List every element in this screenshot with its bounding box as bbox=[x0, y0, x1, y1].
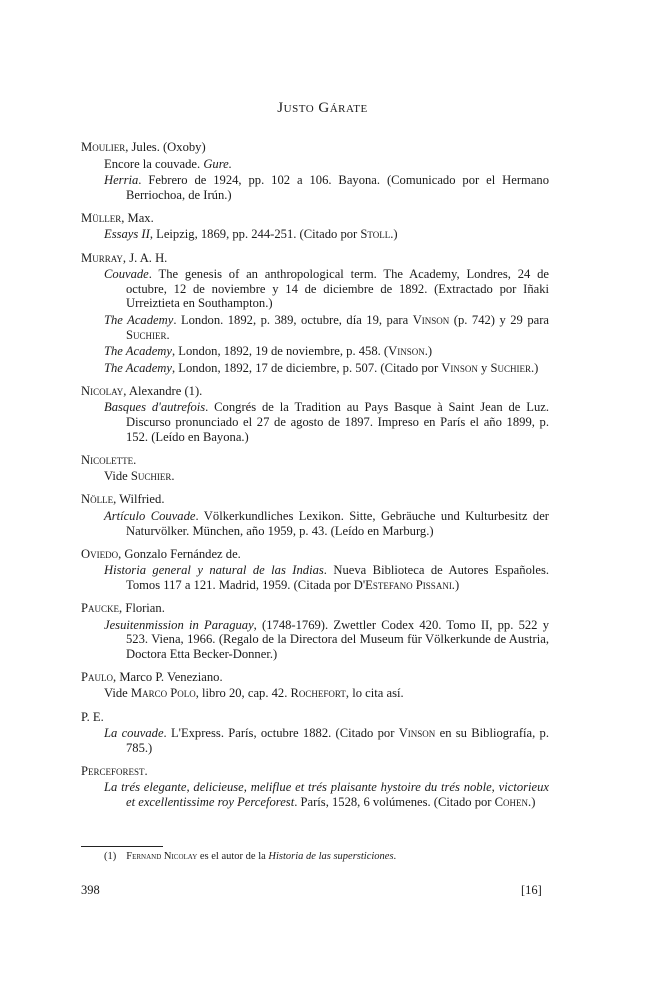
reference-line bbox=[104, 361, 549, 376]
bibliography-entry bbox=[81, 211, 549, 242]
reference-title: The Academy bbox=[104, 344, 172, 359]
bibliography-entry bbox=[81, 764, 549, 810]
author-surname: Moulier bbox=[81, 140, 126, 154]
author-given-name: P. E. bbox=[81, 709, 104, 724]
footnote-divider bbox=[81, 846, 163, 847]
reference-line bbox=[104, 267, 549, 311]
reference-title: Essays II bbox=[104, 227, 150, 242]
reference-text: ) bbox=[534, 360, 539, 375]
reference-title: La trés elegante, delicieuse, meliflue et trés plaisante hystoire du trés noble, victorieux et excellentissime roy Perceforest bbox=[104, 780, 549, 809]
reference-text: , lo cita así. bbox=[345, 686, 404, 701]
entry-author bbox=[81, 140, 549, 155]
footnote-number: (1) bbox=[104, 851, 117, 862]
entry-author bbox=[81, 492, 549, 507]
author-given-name: , Wilfried. bbox=[113, 492, 165, 507]
author-given-name: , Max. bbox=[121, 210, 154, 225]
author-surname: Müller bbox=[81, 210, 122, 225]
author-surname: Nölle bbox=[81, 492, 114, 507]
cited-author: Vinson. bbox=[388, 344, 428, 359]
cited-author: Suchier. bbox=[126, 327, 170, 342]
bibliography-entry bbox=[81, 140, 549, 202]
reference-line bbox=[104, 780, 549, 809]
cited-author: Marco Polo bbox=[130, 686, 196, 701]
cited-author: Suchier. bbox=[490, 360, 535, 375]
author-given-name: , Jules. (Oxoby) bbox=[125, 140, 206, 154]
footnote-tail: . bbox=[393, 851, 397, 862]
footnote-text: es el autor de la bbox=[197, 851, 269, 862]
reference-line bbox=[104, 313, 549, 342]
reference-title: Artículo Couvade bbox=[104, 508, 196, 523]
reference-line bbox=[104, 400, 549, 444]
reference-text: . Febrero de 1924, pp. 102 a 106. Bayona. (Comunicado por el Hermano Berriochoa, de Irún.) bbox=[126, 173, 549, 202]
reference-text: ) bbox=[393, 227, 398, 242]
reference-text: , London, 1892, 17 de diciembre, p. 507. (Citado por bbox=[171, 360, 442, 375]
reference-title: The Academy bbox=[104, 360, 172, 375]
reference-line bbox=[104, 563, 549, 592]
author-surname: Paulo bbox=[81, 669, 114, 684]
entry-author bbox=[81, 251, 549, 266]
footnote-title: Historia de las supersticiones bbox=[268, 851, 394, 862]
author-given-name: , Florian. bbox=[119, 600, 165, 615]
reference-text: . The genesis of an anthropological term. The Academy, Londres, 24 de octubre, 12 de noviembre y 14 de diciembre de 1892. (Extractado por Iñaki Urreiztieta en Southampton.) bbox=[126, 267, 549, 311]
reference-text: , (1748-1769). Zwettler Codex 420. Tomo II, pp. 522 y 523. Viena, 1966. (Regalo de la Directora del Museum für Völkerkunde de Austria, Doctora Etta Becker-Donner.) bbox=[126, 617, 549, 661]
bibliography-entry bbox=[81, 670, 549, 701]
reference-line bbox=[104, 726, 549, 755]
cited-author: Vinson bbox=[398, 726, 436, 741]
bibliography-entry bbox=[81, 710, 549, 756]
reference-title: La couvade bbox=[104, 726, 164, 741]
reference-line bbox=[104, 686, 549, 701]
reference-text: . París, 1528, 6 volúmenes. (Citado por bbox=[294, 794, 495, 809]
bibliography-entries bbox=[81, 140, 549, 818]
bibliography-entry bbox=[81, 251, 549, 376]
entry-author bbox=[81, 601, 549, 616]
page-title: Justo Gárate bbox=[277, 100, 368, 116]
bibliography-entry bbox=[81, 601, 549, 661]
reference-text: Vide bbox=[104, 686, 131, 701]
bibliography-entry bbox=[81, 547, 549, 593]
author-surname: Paucke bbox=[81, 600, 120, 615]
reference-title: Jesuitenmission in Paraguay bbox=[104, 617, 254, 632]
author-surname: Nicolay bbox=[81, 383, 124, 398]
reference-text: ) bbox=[454, 577, 460, 592]
cited-author: Suchier. bbox=[130, 469, 175, 484]
footnote-author: Fernand Nicolay bbox=[126, 851, 198, 862]
reference-title: Historia general y natural de las Indias bbox=[104, 563, 324, 578]
reference-line bbox=[104, 173, 549, 202]
reference-line bbox=[104, 469, 549, 484]
author-given-name: , Gonzalo Fernández de. bbox=[118, 546, 241, 561]
cited-author: Estefano Pissani. bbox=[365, 577, 455, 592]
bibliography-entry bbox=[81, 492, 549, 538]
cited-author: Rochefort bbox=[290, 686, 346, 701]
author-surname: Oviedo bbox=[81, 546, 119, 561]
reference-text: ) bbox=[531, 794, 536, 809]
reference-text: (p. 742) y 29 para bbox=[449, 312, 550, 327]
entry-author bbox=[81, 211, 549, 226]
reference-line bbox=[104, 618, 549, 662]
reference-text: Encore la couvade. bbox=[104, 156, 204, 171]
cited-author: Vinson bbox=[441, 360, 478, 375]
reference-text: . London. 1892, p. 389, octubre, día 19, para bbox=[173, 312, 413, 327]
cited-author: Cohen. bbox=[494, 794, 532, 809]
reference-text: , libro 20, cap. 42. bbox=[195, 686, 291, 701]
author-given-name: , J. A. H. bbox=[122, 250, 168, 265]
reference-text: en su Bibliografía, p. 785.) bbox=[126, 726, 549, 755]
cited-author: Stoll. bbox=[360, 227, 394, 242]
author-given-name: , Marco P. Veneziano. bbox=[113, 669, 223, 684]
reference-text: . Nueva Biblioteca de Autores Españoles. Tomos 117 a 121. Madrid, 1959. (Citada por D' bbox=[126, 563, 550, 592]
author-surname: Nicolette. bbox=[81, 452, 137, 467]
section-number: [16] bbox=[521, 883, 542, 897]
reference-title: Basques d'autrefois bbox=[104, 400, 206, 415]
page-number: 398 bbox=[81, 883, 100, 897]
reference-title: Couvade bbox=[104, 267, 149, 282]
bibliography-entry bbox=[81, 384, 549, 444]
footnote bbox=[104, 851, 396, 862]
bibliography-entry bbox=[81, 453, 549, 484]
reference-text: . Völkerkundliches Lexikon. Sitte, Gebräuche und Kulturbesitz der Naturvölker. München, año 1959, p. 43. (Leído en Marburg.) bbox=[126, 508, 549, 538]
reference-line bbox=[104, 157, 549, 172]
reference-text: , London, 1892, 19 de noviembre, p. 458. ( bbox=[171, 344, 389, 359]
author-surname: Perceforest. bbox=[81, 763, 148, 778]
reference-text: ) bbox=[427, 344, 433, 359]
entry-author bbox=[81, 453, 549, 468]
reference-text: Vide bbox=[104, 469, 131, 484]
reference-text: . L'Express. París, octubre 1882. (Citado por bbox=[163, 726, 399, 741]
reference-line bbox=[104, 227, 549, 242]
reference-line bbox=[104, 509, 549, 538]
cited-author: Vinson bbox=[412, 312, 450, 327]
author-given-name: , Alexandre (1). bbox=[123, 383, 203, 398]
reference-line bbox=[104, 344, 549, 359]
reference-text: y bbox=[477, 360, 491, 375]
entry-author bbox=[81, 384, 549, 399]
entry-author bbox=[81, 670, 549, 685]
reference-title: The Academy bbox=[104, 312, 174, 327]
entry-author bbox=[81, 764, 549, 779]
reference-title: Herria bbox=[104, 173, 139, 188]
reference-text: . Congrés de la Tradition au Pays Basque à Saint Jean de Luz. Discurso pronunciado el 27 de agosto de 1897. Impreso en París el año 1899, p. 152. (Leído en Bayona.) bbox=[126, 400, 549, 444]
entry-author bbox=[81, 710, 549, 725]
author-surname: Murray bbox=[81, 250, 123, 265]
reference-title: Gure. bbox=[203, 156, 232, 171]
reference-text: , Leipzig, 1869, pp. 244-251. (Citado por bbox=[149, 227, 361, 242]
entry-author bbox=[81, 547, 549, 562]
